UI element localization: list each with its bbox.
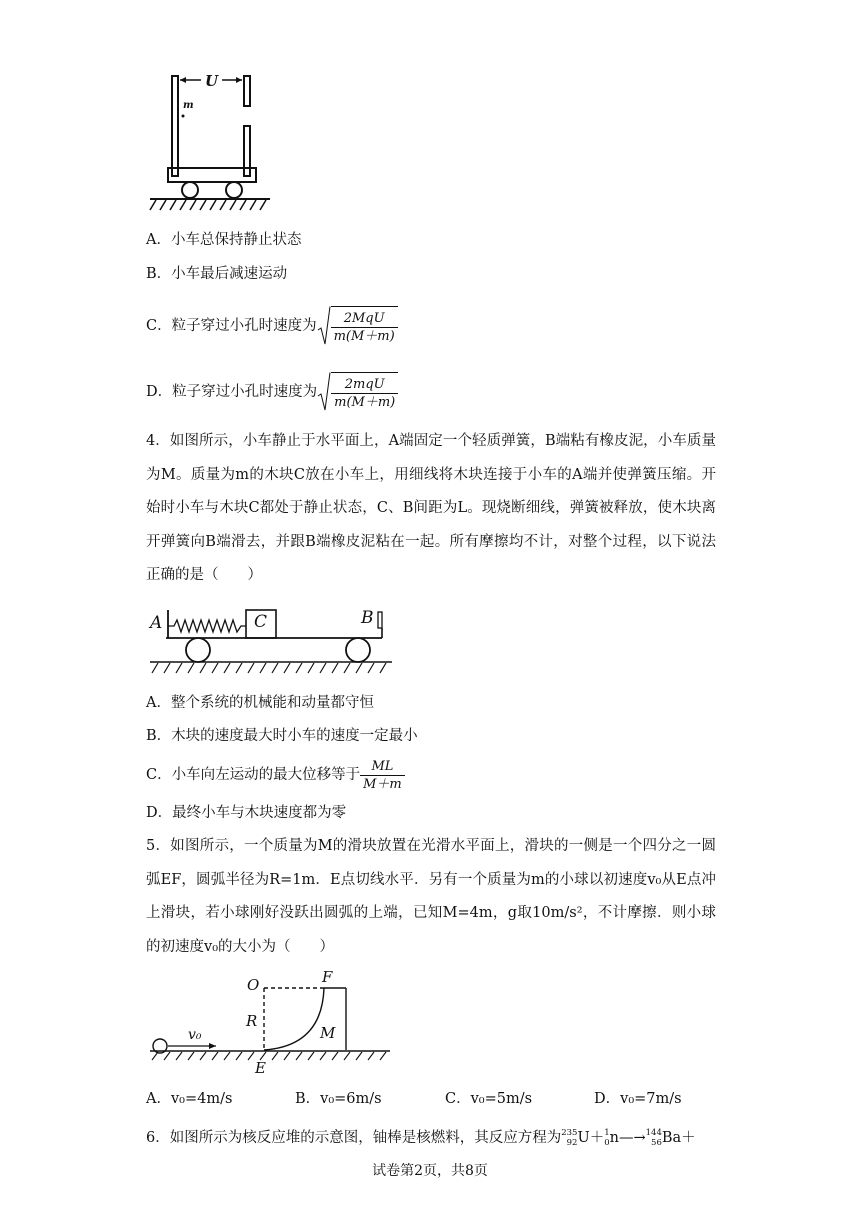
q4-cart-spring-figure	[146, 602, 396, 680]
q4-option-a: A．整个系统的机械能和动量都守恒	[146, 695, 374, 711]
q4-stem: 4．如图所示，小车静止于水平面上，A端固定一个轻质弹簧，B端粘有橡皮泥，小车质量为M。质量为m的木块C放在小车上，用细线将木块连接于小车的A端并使弹簧压缩。开始时小车与木块C都处于静止状态，C、B间距为L。现烧断细线，弹簧被释放，使木块离开弹簧向B端滑去，并跟B端橡皮泥粘在一起。所有摩擦均不计，对整个过程，以下说法正确的是（ ）	[146, 433, 716, 584]
q3-fig-label-u: U	[205, 72, 219, 90]
q5-fig-label-f: F	[322, 968, 333, 986]
q5-fig-label-r: R	[246, 1012, 258, 1030]
page-footer: 试卷第2页，共8页	[372, 1163, 488, 1179]
q3-option-d-denominator: m(M＋m)	[334, 394, 396, 410]
q6-ba-symbol: Ba＋	[661, 1130, 696, 1146]
q6-n-symbol: n—→	[609, 1130, 646, 1146]
q6-u-symbol: U＋	[577, 1130, 605, 1146]
q5-fig-label-m: M	[320, 1024, 336, 1042]
q3-cart-figure	[146, 70, 276, 215]
q5-fig-label-v0: v₀	[188, 1027, 202, 1043]
q5-stem: 5．如图所示，一个质量为M的滑块放置在光滑水平面上，滑块的一侧是一个四分之一圆弧EF，圆弧半径为R=1m．E点切线水平．另有一个质量为m的小球以初速度v₀从E点冲上滑块，若小球刚好没跃出圆弧的上端，已知M=4m，g取10m/s²，不计摩擦．则小球的初速度v₀的大小为（ ）	[146, 838, 716, 955]
q4-option-c-denominator: M＋m	[363, 776, 402, 792]
q3-option-d-numerator: 2mqU	[331, 376, 398, 394]
q4-fig-label-c: C	[254, 612, 268, 632]
q4-option-d: D．最终小车与木块速度都为零	[146, 805, 347, 821]
q3-option-d-text: D．粒子穿过小孔时速度为	[146, 384, 318, 400]
q3-option-c-text: C．粒子穿过小孔时速度为	[146, 318, 317, 334]
q3-option-b: B．小车最后减速运动	[146, 266, 288, 282]
q5-option-b: B．v₀=6m/s	[295, 1091, 382, 1107]
q4-fig-label-a: A	[150, 613, 163, 633]
q6-stem-text: 6．如图所示为核反应堆的示意图，铀棒是核燃料，其反应方程为	[146, 1130, 562, 1146]
q6-n-isotope: 1 0	[604, 1128, 610, 1148]
q5-slider-arc-figure	[146, 970, 396, 1070]
q5-fig-label-e: E	[255, 1059, 266, 1077]
q5-option-a: A．v₀=4m/s	[146, 1091, 233, 1107]
q3-fig-label-m: m	[183, 100, 194, 111]
q3-option-c-sqrt	[317, 306, 398, 346]
q4-fig-label-b: B	[361, 608, 374, 628]
q5-option-d: D．v₀=7m/s	[594, 1091, 682, 1107]
q3-option-c-numerator: 2MqU	[331, 310, 398, 328]
q5-fig-label-o: O	[247, 976, 260, 994]
q4-option-c	[146, 756, 405, 794]
q3-option-d-sqrt	[317, 372, 398, 412]
q6-u-isotope: 235 92	[561, 1128, 578, 1148]
q4-option-b: B．木块的速度最大时小车的速度一定最小	[146, 728, 418, 744]
q6-ba-isotope: 144 56	[645, 1128, 662, 1148]
q3-option-c	[146, 306, 398, 346]
q6-stem	[146, 1124, 696, 1152]
q5-option-c: C．v₀=5m/s	[445, 1091, 533, 1107]
q3-option-c-denominator: m(M＋m)	[333, 328, 395, 344]
q3-option-d	[146, 372, 398, 412]
q4-option-c-numerator: ML	[360, 758, 405, 776]
q3-option-a: A．小车总保持静止状态	[146, 232, 302, 248]
q4-option-c-text: C．小车向左运动的最大位移等于	[146, 767, 361, 783]
